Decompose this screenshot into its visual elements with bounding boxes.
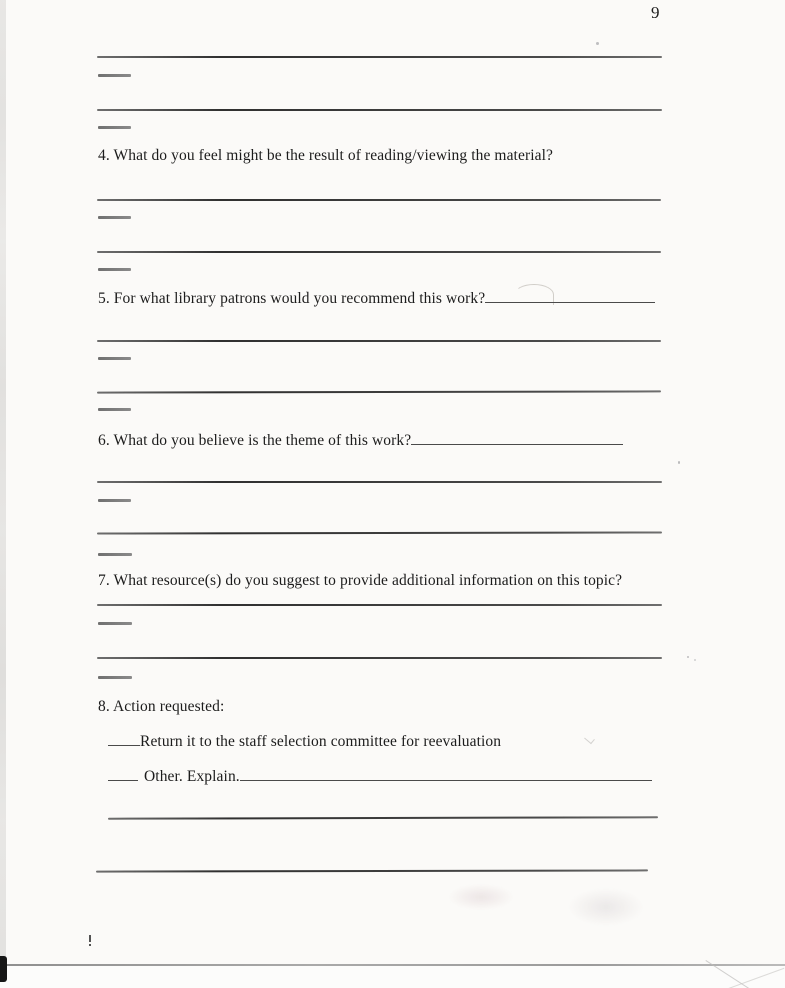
answer-line — [97, 390, 661, 393]
question-6 — [98, 431, 623, 450]
ink-speck — [89, 935, 91, 942]
answer-line — [97, 481, 662, 483]
answer-line-stub — [98, 499, 131, 502]
scan-speck — [694, 659, 696, 661]
page-number: 9 — [651, 3, 660, 22]
answer-line — [97, 199, 661, 201]
answer-line-stub — [98, 553, 132, 556]
pencil-smudge — [448, 884, 514, 910]
answer-line — [97, 340, 661, 342]
answer-line-stub — [98, 126, 131, 129]
option-2-check-blank — [108, 780, 138, 781]
option-2-label: Other. Explain. — [144, 768, 240, 785]
question-5 — [98, 289, 655, 308]
question-5-answer-blank — [485, 302, 655, 303]
answer-line — [108, 816, 658, 819]
question-8-option-2 — [108, 767, 652, 786]
question-4 — [98, 146, 553, 165]
answer-line — [97, 604, 662, 606]
question-8-label: 8. Action requested: — [98, 698, 225, 715]
answer-line-stub — [98, 357, 131, 360]
pencil-smudge — [584, 734, 595, 744]
answer-line-stub — [98, 676, 132, 679]
answer-line-stub — [98, 74, 131, 77]
scan-bottom-strip — [0, 966, 785, 988]
question-8 — [98, 697, 224, 716]
scan-speck — [678, 461, 680, 464]
option-1-label: Return it to the staff selection committee for reevaluation — [140, 733, 502, 750]
question-6-label: 6. What do you believe is the theme of this work? — [98, 432, 412, 449]
scan-ink-blob — [0, 956, 7, 982]
answer-line — [96, 869, 648, 872]
pencil-smudge — [568, 888, 644, 926]
answer-line-stub — [98, 216, 131, 219]
question-5-label: 5. For what library patrons would you recommend this work? — [98, 290, 486, 307]
question-4-label: 4. What do you feel might be the result of reading/viewing the material? — [98, 147, 553, 164]
scan-left-edge — [0, 0, 6, 966]
answer-line-stub — [98, 622, 132, 625]
scan-speck — [687, 656, 689, 658]
question-7 — [98, 571, 622, 590]
question-8-option-1 — [108, 732, 501, 751]
answer-line — [97, 109, 662, 111]
scan-speck — [596, 42, 599, 45]
question-7-label: 7. What resource(s) do you suggest to provide additional information on this topic? — [98, 572, 623, 589]
option-2-explain-blank — [240, 780, 652, 781]
answer-line-stub — [98, 408, 131, 411]
answer-line — [97, 56, 662, 58]
answer-line — [97, 657, 662, 659]
answer-line-stub — [98, 268, 131, 271]
answer-line — [97, 251, 661, 253]
question-6-answer-blank — [411, 444, 623, 445]
option-1-check-blank — [108, 745, 140, 746]
answer-line — [97, 532, 662, 535]
